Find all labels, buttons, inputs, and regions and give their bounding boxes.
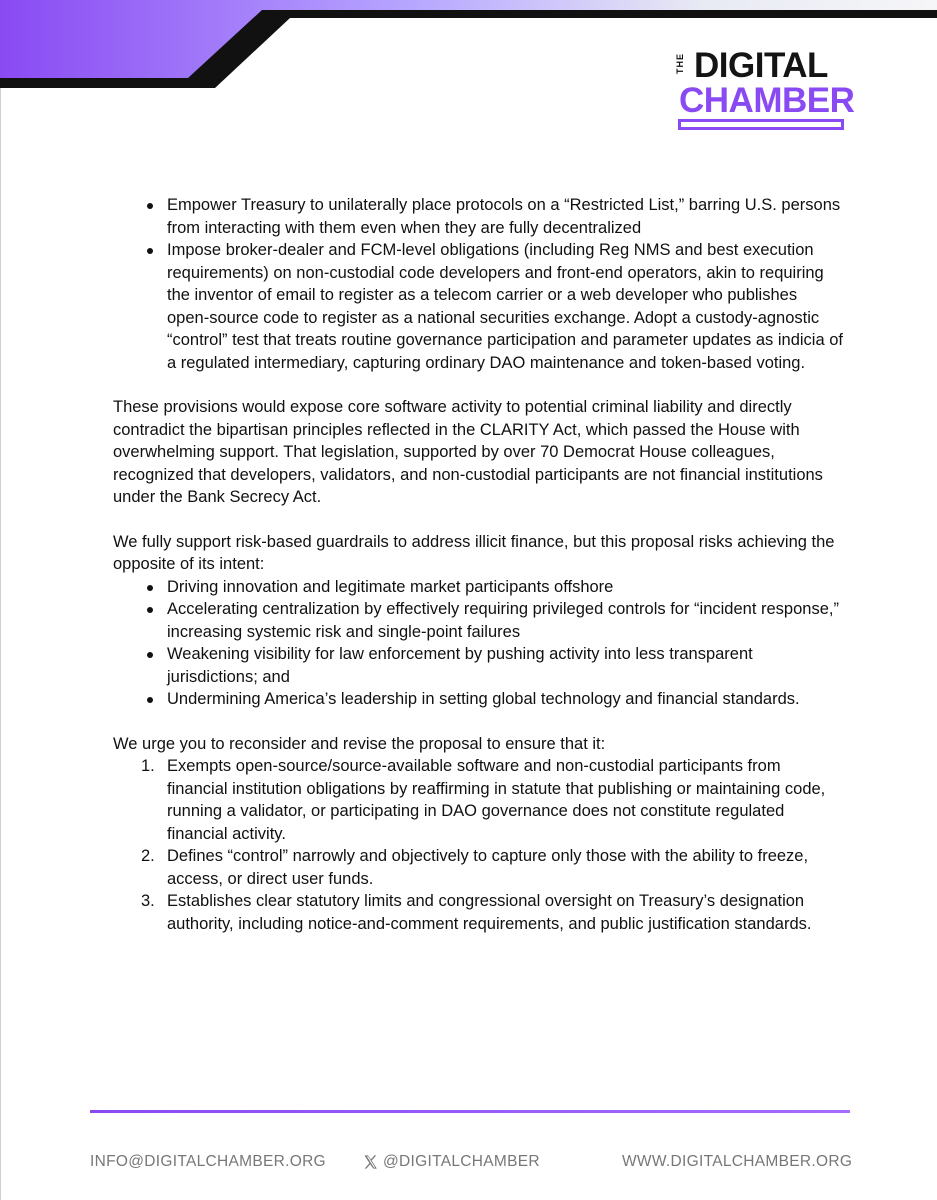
list-item-text: Accelerating centralization by effectively requiring privileged controls for “incident response,” increasing systemic risk and single-point failures	[167, 600, 839, 641]
list-item-text: Defines “control” narrowly and objectively to capture only those with the ability to freeze, access, or direct user funds.	[167, 847, 809, 888]
list-number: 2.	[141, 847, 155, 865]
logo-underline-box	[678, 119, 844, 130]
footer-handle-text: @DIGITALCHAMBER	[383, 1153, 540, 1170]
list-item-text: Exempts open-source/source-available software and non-custodial participants from financial institution obligations by reaffirming in statute that publishing or maintaining code, running a validator, or participating in DAO governance does not constitute regulated financial activity.	[167, 757, 826, 843]
logo-chamber-text: CHAMBER	[679, 81, 855, 120]
paragraph-urge: We urge you to reconsider and revise the proposal to ensure that it:	[113, 734, 606, 753]
x-logo-icon	[362, 1154, 379, 1170]
logo-the-text: THE	[675, 53, 685, 74]
bullet-marker	[147, 652, 153, 658]
logo-digital-text: DIGITAL	[694, 46, 828, 85]
list-item	[147, 643, 843, 688]
list-number: 3.	[141, 892, 155, 910]
page-edge	[0, 0, 1, 1200]
bullet-marker	[147, 248, 153, 254]
list-item	[147, 598, 843, 643]
bullet-marker	[147, 697, 153, 703]
list-item-text: Establishes clear statutory limits and congressional oversight on Treasury’s designation authority, including notice-and-comment requirements, and public justification standards.	[167, 892, 812, 933]
paragraph-risk-intro: We fully support risk-based guardrails to address illicit finance, but this proposal risks achieving the opposite of its intent:	[113, 532, 835, 573]
digital-chamber-logo	[675, 46, 855, 134]
list-item-text: Driving innovation and legitimate market participants offshore	[167, 577, 614, 596]
footer-website[interactable]: WWW.DIGITALCHAMBER.ORG	[622, 1153, 853, 1170]
list-item	[147, 576, 843, 599]
list-item	[141, 845, 843, 890]
bullet-marker	[147, 585, 153, 591]
list-item-text: Undermining America’s leadership in setting global technology and financial standards.	[167, 690, 800, 708]
letter-body	[113, 194, 843, 935]
list-item-text: Empower Treasury to unilaterally place protocols on a “Restricted List,” barring U.S. persons from interacting with them even when they are fully decentralized	[167, 196, 841, 237]
list-item	[147, 194, 843, 239]
bullet-marker	[147, 203, 153, 209]
list-item-text: Weakening visibility for law enforcement by pushing activity into less transparent jurisdictions; and	[167, 645, 753, 686]
risk-bullet-list	[147, 576, 843, 711]
list-item	[141, 755, 843, 845]
footer-divider	[90, 1110, 850, 1113]
paragraph-clarity-act: These provisions would expose core software activity to potential criminal liability and directly contradict the bipartisan principles reflected in the CLARITY Act, which passed the House with overwhelming support. That legislation, supported by over 70 Democrat House colleagues, recognized that developers, validators, and non-custodial participants are not financial institutions under the Bank Secrecy Act.	[113, 398, 823, 506]
list-item-text: Impose broker-dealer and FCM-level obligations (including Reg NMS and best execution requirements) on non-custodial code developers and front-end operators, akin to requiring the inventor of email to register as a telecom carrier or a web developer who publishes open-source code to register as a national securities exchange. Adopt a custody-agnostic “control” test that treats routine governance participation and parameter updates as indicia of a regulated intermediary, capturing ordinary DAO maintenance and token-based voting.	[167, 241, 843, 372]
bullet-marker	[147, 607, 153, 613]
list-number: 1.	[141, 757, 155, 775]
list-item	[147, 239, 843, 374]
provision-bullet-list	[147, 194, 843, 374]
list-item	[141, 890, 843, 935]
request-numbered-list	[141, 755, 843, 935]
footer-x-handle[interactable]	[362, 1153, 540, 1171]
list-item	[147, 688, 843, 711]
footer-email[interactable]: INFO@DIGITALCHAMBER.ORG	[90, 1153, 326, 1170]
